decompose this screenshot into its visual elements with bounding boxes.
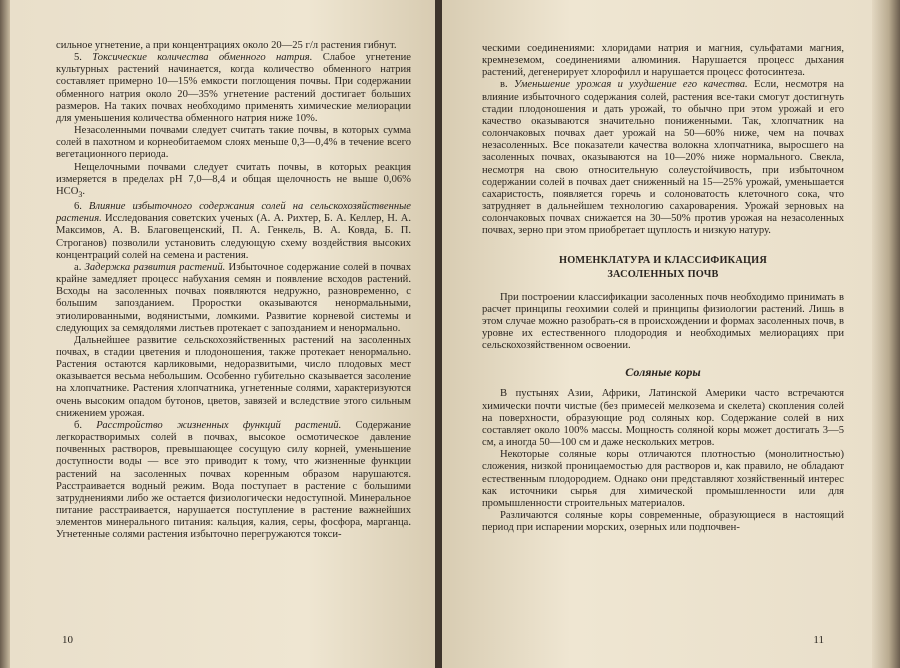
italic-run-in-heading: Токсические количества обменного натрия. [92,52,313,64]
paragraph: 5. Токсические количества обменного натрия. Слабое угнетение культурных растений начинается, когда количество обменного натрия составляет примерно 10—15% емкости поглощения почвы. При содержании обменного натрия около 20—35% угнетение растений достигает больших размеров. На таких почвах необходимо применять химические мелиорации для уменьшения количества обменного натрия ниже 10%. [56,52,411,124]
paragraph: ческими соединениями: хлоридами натрия и магния, сульфатами магния, кремнеземом, соединениями алюминия. Нарушается процесс дыхания растений, дегенерирует хлорофилл и нарушается процесс фотосинтеза. [482,43,844,79]
paragraph: в. Уменьшение урожая и ухудшение его качества. Если, несмотря на влияние избыточного содержания солей, растения все-таки смогут достигнуть стадии плодоношения и дать урожай, то обычно при этом урожай и его качество оказываются значительно пониженными. Так, хлопчатник на солончаковых почвах дает урожай на 50—60% ниже, чем на почвах незасоленных. Все показатели качества волокна хлопчатника, выросшего на засоленных почвах, оказываются на 10—20% ниже нормального. Свекла, несмотря на свою относительную солеустойчивость, при избыточном содержании солей в почвах дает сниженный на 15—25% урожай, уменьшается сахаристость, появляется горечь и солоноватость клеточного сока, что затрудняет в дальнейшем технологию сахароварения. Урожай зерновых на солончаковых почвах снижается на 30—50% против урожая на незасоленных почвах, зерно при этом приобретает щуплость и низкую натуру. [482,79,844,237]
italic-run-in-heading: Уменьшение урожая и ухудшение его качества. [514,79,748,91]
paragraph: сильное угнетение, а при концентрациях около 20—25 г/л растения гибнут. [56,40,397,51]
page-number: 11 [813,634,824,646]
right-page [442,0,872,668]
left-page-text [56,40,411,542]
section-heading: НОМЕНКЛАТУРА И КЛАССИФИКАЦИЯ ЗАСОЛЕННЫХ ПОЧВ [558,254,768,280]
paragraph: Различаются соляные коры современные, образующиеся в настоящий период при испарении морских, озерных или подпочвен- [482,510,844,534]
italic-run-in-heading: Расстройство жизненных функций растений. [96,419,342,431]
paragraph: Незасоленными почвами следует считать такие почвы, в которых сумма солей в пахотном и корнеобитаемом слоях меньше 0,3—0,4% в течение всего вегетационного периода. [56,125,411,161]
right-page-text [482,43,844,534]
subsection-heading: Соляные коры [625,365,701,380]
italic-run-in-heading: Влияние избыточного содержания солей на сельскохозяйственные растения. [56,201,411,225]
italic-run-in-heading: Задержка развития растений. [84,261,226,273]
book-left-edge [0,0,10,668]
book-page-edges [872,0,900,668]
book-gutter [435,0,442,668]
paragraph: Некоторые соляные коры отличаются плотностью (монолитностью) сложения, низкой проницаемостью для растворов и, как правило, не обладают естественным плодородием. Однако они представляют хозяйственный интерес как источники сырья для химической промышленности или для промышленности строительных материалов. [482,449,844,509]
paragraph: В пустынях Азии, Африки, Латинской Америки часто встречаются химически почти чистые (без примесей мелкозема и скелета) скопления солей на поверхности, образующие род соляных кор. Содержание солей в них составляет около 100% массы. Мощность соляной коры может достигать 3—5 см, а иногда 50—100 см и даже нескольких метров. [482,388,844,449]
paragraph: При построении классификации засоленных почв необходимо принимать в расчет принципы геохимии солей и принципы физиологии растений. Лишь в этом случае можно разобрать-ся в происхождении и формах засоленных почв, в уровне их естественного плодородия и необходимых мелиорациях при сельскохозяйственном освоении. [482,291,844,352]
paragraph: Дальнейшее развитие сельскохозяйственных растений на засоленных почвах, в стадии цветения и плодоношения, также протекает ненормально. Растения остаются карликовыми, недоразвитыми, число плодовых мест оказывается весьма небольшим. Особенно губительно сказывается засоление на хлопчатнике. Растения хлопчатника, угнетенные солями, характеризуются очень высоким опадом бутонов, цветов, завязей и вследствие этого сильным снижением урожая. [56,334,411,419]
paragraph: а. Задержка развития растений. Избыточное содержание солей в почвах крайне замедляет процесс набухания семян и появление всходов растений. Всходы на засоленных почвах появляются недружно, разновременно, с большим запозданием. Проростки оказываются ненормальными, этиолированными, водянистыми, ломкими. Развитие корневой системы и следующих за семядолями листьев протекает с запозданием и ненормально. [56,261,411,334]
page-number: 10 [62,634,73,646]
paragraph: Нещелочными почвами следует считать почвы, в которых реакция измеряется в пределах pH 7,0—8,4 и общая щелочность не выше 0,06% $HCO_3$. [56,161,411,199]
left-page [10,0,435,668]
paragraph: 6. Влияние избыточного содержания солей на сельскохозяйственные растения. Исследования советских ученых (А. А. Рихтер, Б. А. Келлер, Н. А. Максимов, А. В. Благовещенский, П. А. Генкель, В. А. Ковда, Б. П. Строганов) позволили установить следующую схему воздействия высоких концентраций солей на семена и растения. [56,201,411,261]
paragraph: б. Расстройство жизненных функций растений. Содержание легкорастворимых солей в почвах, высокое осмотическое давление почвенных растворов, превышающее сосущую силу корней, уменьшение доступности воды — все это приводит к тому, что жизненные функции растений на засоленных почвах коренным образом нарушаются. Расстраивается водный режим. Вода поступает в растение с большими затруднениями либо же остается физиологически недоступной. Минеральное питание расстраивается, нарушается поступление в растение важнейших элементов минерального питания: кальция, калия, серы, фосфора, марганца. Угнетенные солями растения избыточно перегружаются токси- [56,419,411,541]
